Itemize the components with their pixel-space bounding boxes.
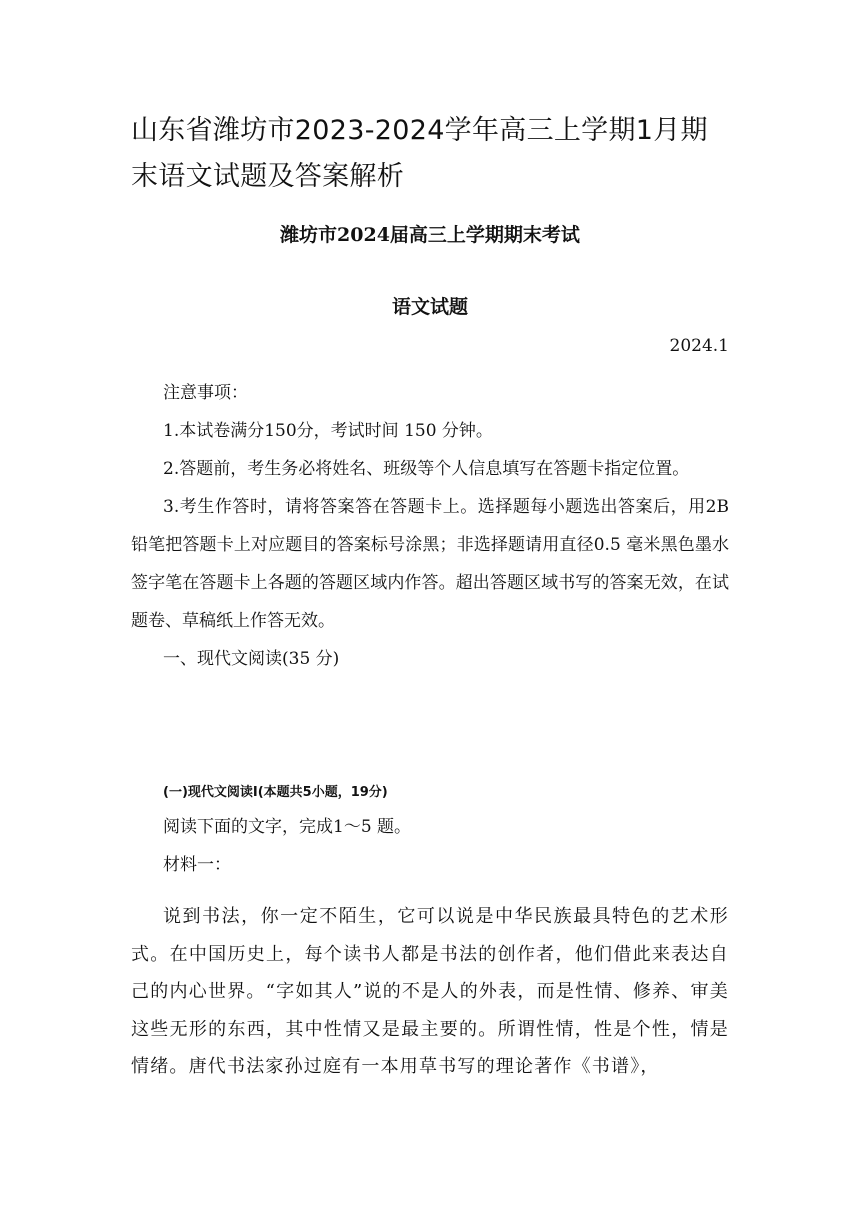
document-title: 山东省潍坊市2023-2024学年高三上学期1月期末语文试题及答案解析 bbox=[131, 115, 708, 192]
notes-section bbox=[131, 374, 729, 678]
instruction-text: 阅读下面的文字，完成1～5 题。 bbox=[163, 817, 412, 837]
reading-instructions bbox=[131, 808, 729, 884]
material-paragraph: 说到书法，你一定不陌生，它可以说是中华民族最具特色的艺术形式。在中国历史上，每个读书人都是书法的创作者，他们借此来表达自己的内心世界。“字如其人”说的不是人的外表，而是性情、修养、审美这些无形的东西，其中性情又是最主要的。所谓性情，性是个性，情是情绪。唐代书法家孙过庭有一本用草书写的理论著作《书谱》， bbox=[131, 906, 729, 1077]
exam-date: 2024.1 bbox=[669, 336, 729, 356]
subsection-heading: (一)现代文阅读Ⅰ(本题共5小题，19分) bbox=[163, 785, 388, 800]
section-heading: 一、现代文阅读(35 分) bbox=[163, 649, 340, 669]
notes-item-3: 3.考生作答时，请将答案答在答题卡上。选择题每小题选出答案后，用2B 铅笔把答题卡上对应题目的答案标号涂黑；非选择题请用直径0.5 毫米黑色墨水签字笔在答题卡上各题的答题区域内作答。超出答题区域书写的答案无效，在试题卷、草稿纸上作答无效。 bbox=[131, 497, 729, 631]
notes-item-2: 2.答题前，考生务必将姓名、班级等个人信息填写在答题卡指定位置。 bbox=[163, 459, 690, 479]
material-label: 材料一： bbox=[163, 855, 231, 875]
notes-item-1: 1.本试卷满分150分，考试时间 150 分钟。 bbox=[163, 421, 493, 441]
paper-name: 语文试题 bbox=[391, 296, 468, 318]
exam-name: 潍坊市2024届高三上学期期末考试 bbox=[280, 224, 580, 246]
notes-heading: 注意事项： bbox=[163, 383, 248, 403]
